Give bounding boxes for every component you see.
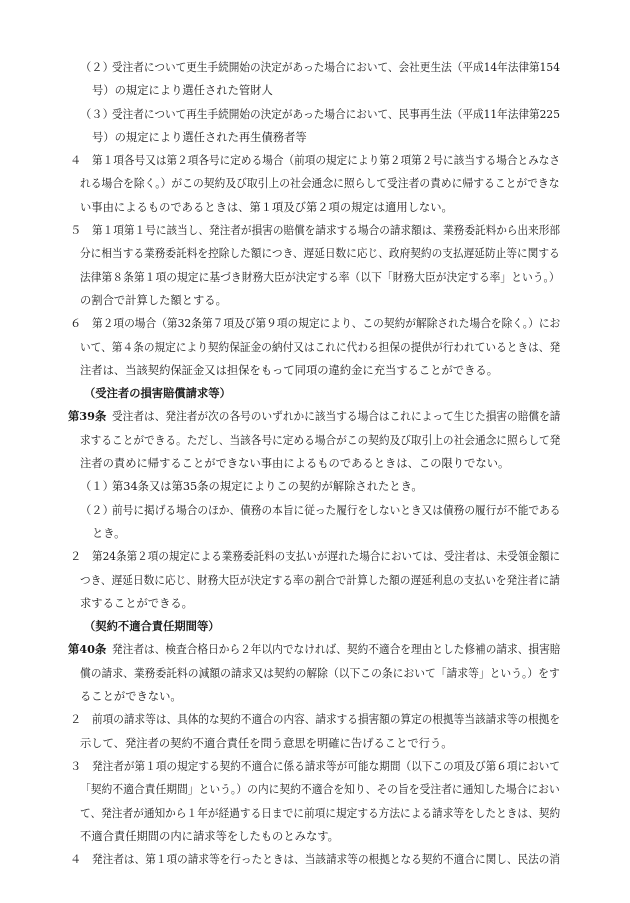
clause-paragraph	[0, 755, 630, 848]
article-number: 第40条	[68, 642, 107, 657]
text-line: 第１項第１号に該当し、発注者が損害の賠償を請求する場合の請求額は、業務委託料から出来形部	[92, 224, 561, 238]
text-line: 求することができる。ただし、当該各号に定める場合がこの契約及び取引上の社会通念に照らして発	[80, 433, 561, 447]
text-line: 受注者について更生手続開始の決定があった場合において、会社更生法（平成14年法律第154	[112, 61, 560, 74]
text-line: とき。	[92, 526, 126, 540]
paragraph-number: ５	[70, 224, 82, 238]
section-heading: （受注者の損害賠償請求等）	[84, 386, 231, 401]
text-line: 前号に掲げる場合のほか、債務の本旨に従った履行をしないとき又は債務の履行が不能である	[112, 503, 561, 517]
text-line: て、発注者が通知から１年が経過する日までに前項に規定する方法による請求等をしたときは、契約	[80, 806, 561, 820]
item-number: （３）	[80, 107, 114, 121]
text-line: つき、遅延日数に応じ、財務大臣が決定する率の割合で計算した額の遅延利息の支払いを発注者に請	[80, 573, 560, 587]
text-line: 第１項各号又は第２項各号に定める場合（前項の規定により第２項第２号に該当する場合とみなさ	[92, 154, 561, 168]
text-line: れる場合を除く。）がこの契約及び取引上の社会通念に照らして受注者の責めに帰することができな	[80, 177, 560, 191]
clause-paragraph	[0, 848, 630, 871]
article	[0, 405, 630, 475]
text-line: ることができない。	[80, 690, 182, 704]
text-line: 不適合責任期間の内に請求等をしたものとみなす。	[80, 829, 339, 843]
paragraph-number: ２	[70, 550, 82, 564]
item-number: （２）	[80, 503, 114, 517]
text-line: 注者は、当該契約保証金又は担保をもって同項の違約金に充当することができる。	[80, 363, 498, 377]
text-line: 第24条第２項の規定による業務委託料の支払いが遅れた場合においては、受注者は、未受領金額に	[92, 550, 561, 564]
paragraph-number: ２	[70, 713, 82, 727]
text-line: 発注者が第１項の規定する契約不適合に係る請求等が可能な期間（以下この項及び第６項において	[92, 759, 561, 773]
item-number: （１）	[80, 480, 114, 494]
text-line: 示して、発注者の契約不適合責任を問う意思を明確に告げることで行う。	[80, 736, 453, 750]
document-page	[0, 56, 630, 871]
text-line: の割合で計算した額とする。	[80, 293, 227, 307]
text-line: 第34条又は第35条の規定によりこの契約が解除されたとき。	[112, 480, 423, 494]
clause-paragraph	[0, 312, 630, 382]
text-line: 受注者について再生手続開始の決定があった場合において、民事再生法（平成11年法律第225	[112, 107, 560, 121]
text-line: 発注者は、検査合格日から２年以内でなければ、契約不適合を理由とした修補の請求、損害賠	[112, 643, 561, 657]
paragraph-number: ６	[70, 317, 82, 331]
article	[0, 638, 630, 708]
text-line: 号）の規定により選任された再生債務者等	[92, 130, 307, 144]
paragraph-number: ４	[70, 853, 82, 867]
clause-paragraph	[0, 149, 630, 219]
text-line: 発注者は、第１項の請求等を行ったときは、当該請求等の根拠となる契約不適合に関し、民法の消	[92, 853, 561, 867]
text-line: 受注者は、発注者が次の各号のいずれかに該当する場合はこれによって生じた損害の賠償を請	[112, 410, 561, 424]
article-number: 第39条	[68, 409, 107, 424]
list-item	[0, 103, 630, 150]
text-line: 求することができる。	[80, 596, 193, 610]
text-line: 法律第８条第１項の規定に基づき財務大臣が決定する率（以下「財務大臣が決定する率」という。）	[80, 270, 560, 284]
text-line: 前項の請求等は、具体的な契約不適合の内容、請求する損害額の算定の根拠等当該請求等の根拠を	[92, 713, 561, 727]
text-line: い事由によるものであるときは、第１項及び第２項の規定は適用しない。	[80, 200, 453, 214]
clause-paragraph	[0, 219, 630, 312]
clause-paragraph	[0, 545, 630, 615]
paragraph-number: ４	[70, 154, 82, 168]
paragraph-number: ３	[70, 759, 82, 773]
list-item	[0, 475, 630, 498]
list-item	[0, 499, 630, 546]
section-heading: （契約不適合責任期間等）	[84, 619, 220, 634]
text-line: 第２項の場合（第32条第７項及び第９項の規定により、この契約が解除された場合を除く。）にお	[92, 317, 561, 331]
text-line: 分に相当する業務委託料を控除した額につき、遅延日数に応じ、政府契約の支払遅延防止等に関する	[80, 247, 560, 261]
text-line: いて、第４条の規定により契約保証金の納付又はこれに代わる担保の提供が行われているときは、発	[80, 340, 561, 354]
text-line: 「契約不適合責任期間」という。）の内に契約不適合を知り、その旨を受注者に通知した場合におい	[80, 783, 560, 797]
item-number: （２）	[80, 61, 114, 74]
clause-paragraph	[0, 708, 630, 755]
list-item	[0, 56, 630, 103]
text-line: 号）の規定により選任された管財人	[92, 84, 273, 98]
text-line: 償の請求、業務委託料の減額の請求又は契約の解除（以下この条において「請求等」という。）をす	[80, 666, 560, 680]
text-line: 注者の責めに帰することができない事由によるものであるときは、この限りでない。	[80, 457, 510, 471]
